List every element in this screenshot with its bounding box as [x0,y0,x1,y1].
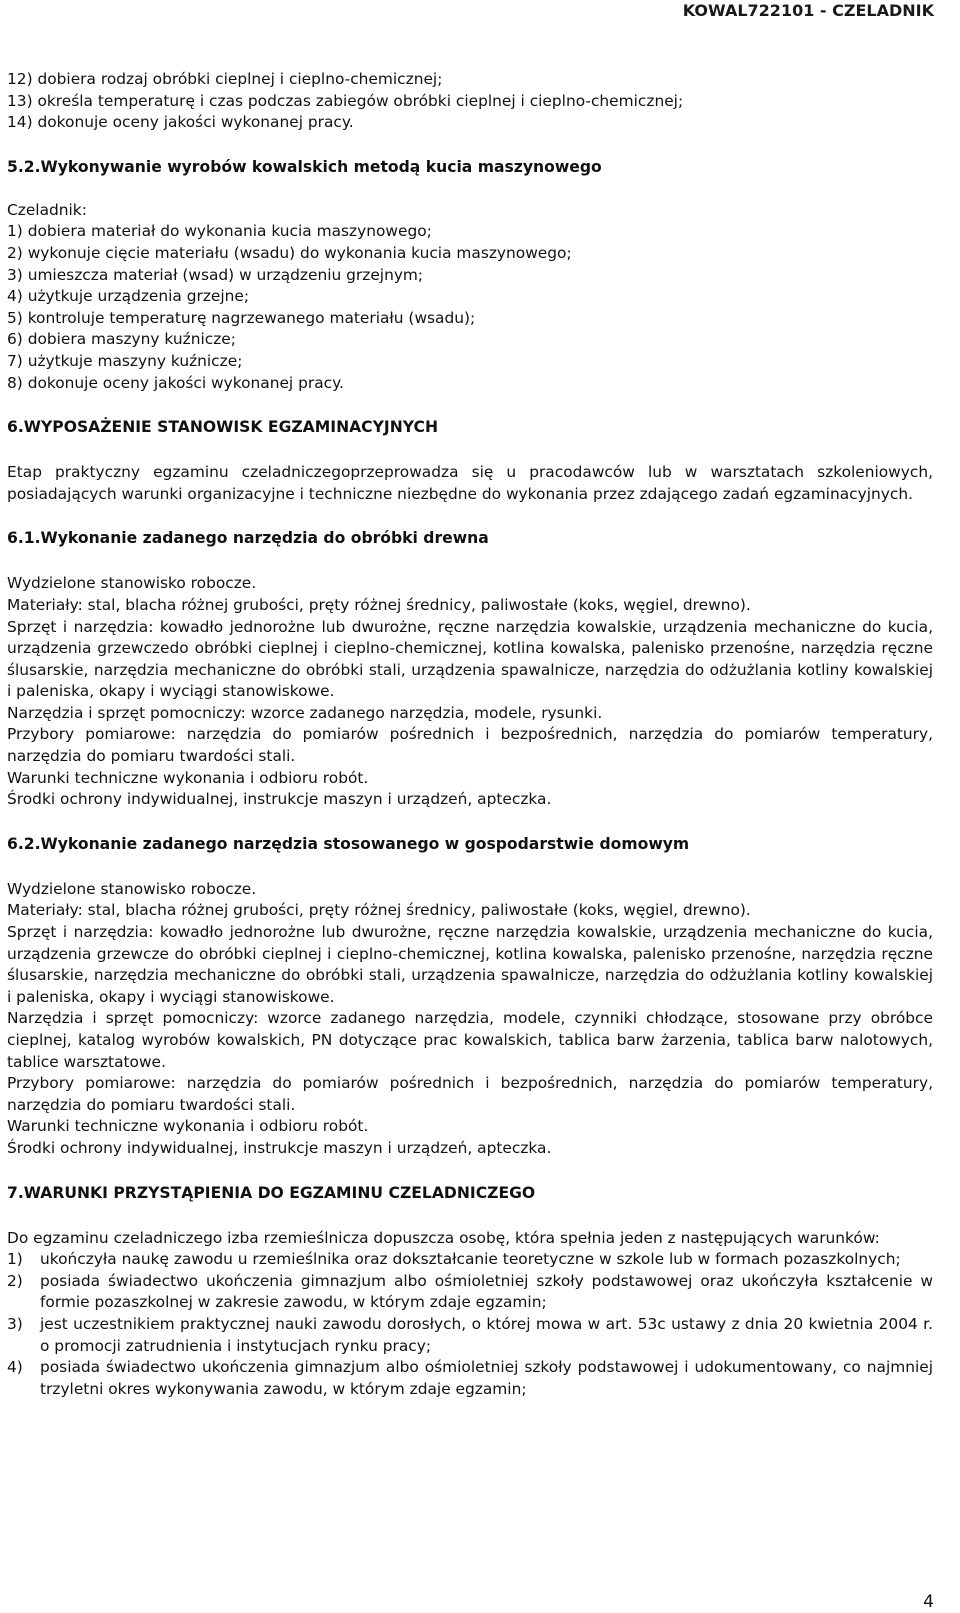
section-intro: Czeladnik: [7,200,87,219]
list-item [7,1271,933,1314]
list-item: 8) dokonuje oceny jakości wykonanej pracy. [7,373,344,392]
section-6 [7,416,933,505]
technical-conditions-text: Warunki techniczne wykonania i odbioru robót. [7,1117,369,1136]
list-item: 3) umieszcza materiał (wsad) w urządzeniu grzejnym; [7,265,424,284]
section-heading: 5.2.Wykonywanie wyrobów kowalskich metodą kucia maszynowego [7,157,602,176]
equipment-text: Sprzęt i narzędzia: kowadło jednorożne lub dwurożne, ręczne narzędzia kowalskie, urządzenia mechaniczne do kucia, urządzenia grzewczedo obróbki cieplnej i cieplno-chemicznej, kotlina kowalska, palenisko przenośne, narzędzia ręczne ślusarskie, narzędzia mechaniczne do obróbki stali, urządzenia spawalnicze, narzędzia do odżużlania kotliny kowalskiej i paleniska, okapy i wyciągi stanowiskowe. [7,617,933,701]
auxiliary-tools-text: Narzędzia i sprzęt pomocniczy: wzorce zadanego narzędzia, modele, rysunki. [7,703,603,722]
section-5-2 [7,156,933,394]
list-item-text: posiada świadectwo ukończenia gimnazjum albo ośmioletniej szkoły podstawowej i udokumentowany, co najmniej trzyletni okres wykonywania zawodu, w którym zdaje egzamin; [40,1358,933,1398]
list-item-number: 4) [7,1358,23,1377]
section-heading: 6.2.Wykonanie zadanego narzędzia stosowanego w gospodarstwie domowym [7,834,690,853]
technical-conditions-text: Warunki techniczne wykonania i odbioru robót. [7,768,369,787]
protective-equipment-text: Środki ochrony indywidualnej, instrukcje maszyn i urządzeń, apteczka. [7,1138,552,1157]
section-6-1 [7,527,933,811]
list-item [7,1249,933,1271]
section-6-2 [7,833,933,1160]
section-heading: 6.1.Wykonanie zadanego narzędzia do obróbki drewna [7,529,489,548]
workstation-text: Wydzielone stanowisko robocze. [7,879,257,898]
equipment-text: Sprzęt i narzędzia: kowadło jednorożne lub dwurożne, ręczne narzędzia kowalskie, urządzenia mechaniczne do kucia, urządzenia grzewcze do obróbki cieplnej i cieplno-chemicznej, kotlina kowalska, palenisko przenośne, narzędzia ręczne ślusarskie, narzędzia mechaniczne do obróbki stali, urządzenia spawalnicze, narzędzia do odżużlania kotliny kowalskiej i paleniska, okapy i wyciągi stanowiskowe. [7,923,933,1006]
section-intro: Do egzaminu czeladniczego izba rzemieślnicza dopuszcza osobę, która spełnia jeden z następujących warunków: [7,1228,880,1247]
materials-text: Materiały: stal, blacha różnej grubości, pręty różnej średnicy, paliwostałe (koks, węgiel, drewno). [7,595,751,614]
document-header-title: KOWAL722101 - CZELADNIK [682,1,934,20]
continued-list [7,69,933,134]
list-item-text: jest uczestnikiem praktycznej nauki zawodu dorosłych, o której mowa w art. 53c ustawy z dnia 20 kwietnia 2004 r. o promocji zatrudnienia i instytucjach rynku pracy; [40,1314,933,1355]
section-heading: 6.WYPOSAŻENIE STANOWISK EGZAMINACYJNYCH [7,418,439,437]
list-item: 14) dokonuje oceny jakości wykonanej pracy. [7,113,354,132]
page-number: 4 [923,1592,934,1612]
list-item: 13) określa temperaturę i czas podczas zabiegów obróbki cieplnej i cieplno-chemicznej; [7,91,684,110]
list-item-number: 2) [7,1271,23,1290]
measuring-tools-text: Przybory pomiarowe: narzędzia do pomiarów pośrednich i bezpośrednich, narzędzia do pomiarów temperatury, narzędzia do pomiaru twardości stali. [7,1074,933,1114]
section-heading: 7.WARUNKI PRZYSTĄPIENIA DO EGZAMINU CZELADNICZEGO [7,1183,536,1202]
measuring-tools-text: Przybory pomiarowe: narzędzia do pomiarów pośrednich i bezpośrednich, narzędzia do pomiarów temperatury, narzędzia do pomiaru twardości stali. [7,725,933,766]
protective-equipment-text: Środki ochrony indywidualnej, instrukcje maszyn i urządzeń, apteczka. [7,790,552,809]
materials-text: Materiały: stal, blacha różnej grubości, pręty różnej średnicy, paliwostałe (koks, węgiel, drewno). [7,901,751,920]
list-item: 2) wykonuje cięcie materiału (wsadu) do wykonania kucia maszynowego; [7,243,572,262]
list-item-text: posiada świadectwo ukończenia gimnazjum albo ośmioletniej szkoły podstawowej oraz ukończyła kształcenie w formie pozaszkolnej w zakresie zawodu, w którym zdaje egzamin; [40,1271,933,1312]
list-item: 1) dobiera materiał do wykonania kucia maszynowego; [7,222,432,241]
section-paragraph: Etap praktyczny egzaminu czeladniczegoprzeprowadza się u pracodawców lub w warsztatach szkoleniowych, posiadających warunki organizacyjne i techniczne niezbędne do wykonania przez zdającego zadań egzaminacyjnych. [7,463,933,503]
list-item: 6) dobiera maszyny kuźnicze; [7,330,236,349]
list-item [7,1357,933,1400]
document-body [7,69,933,1400]
section-7 [7,1182,933,1401]
auxiliary-tools-text: Narzędzia i sprzęt pomocniczy: wzorce zadanego narzędzia, modele, czynniki chłodzące, stosowane przy obróbce cieplnej, katalog wyrobów kowalskich, PN dotyczące prac kowalskich, tablica barw żarzenia, tablica barw nalotowych, tablice warsztatowe. [7,1009,933,1071]
list-item: 12) dobiera rodzaj obróbki cieplnej i cieplno-chemicznej; [7,70,443,88]
workstation-text: Wydzielone stanowisko robocze. [7,574,257,593]
list-item: 7) użytkuje maszyny kuźnicze; [7,351,243,370]
list-item: 5) kontroluje temperaturę nagrzewanego materiału (wsadu); [7,308,476,327]
list-item: 4) użytkuje urządzenia grzejne; [7,287,250,306]
list-item-text: ukończyła naukę zawodu u rzemieślnika oraz dokształcanie teoretyczne w szkole lub w formach pozaszkolnych; [40,1250,901,1269]
list-item [7,1314,933,1357]
list-item-number: 3) [7,1314,23,1333]
list-item-number: 1) [7,1250,23,1269]
conditions-list [7,1249,933,1400]
